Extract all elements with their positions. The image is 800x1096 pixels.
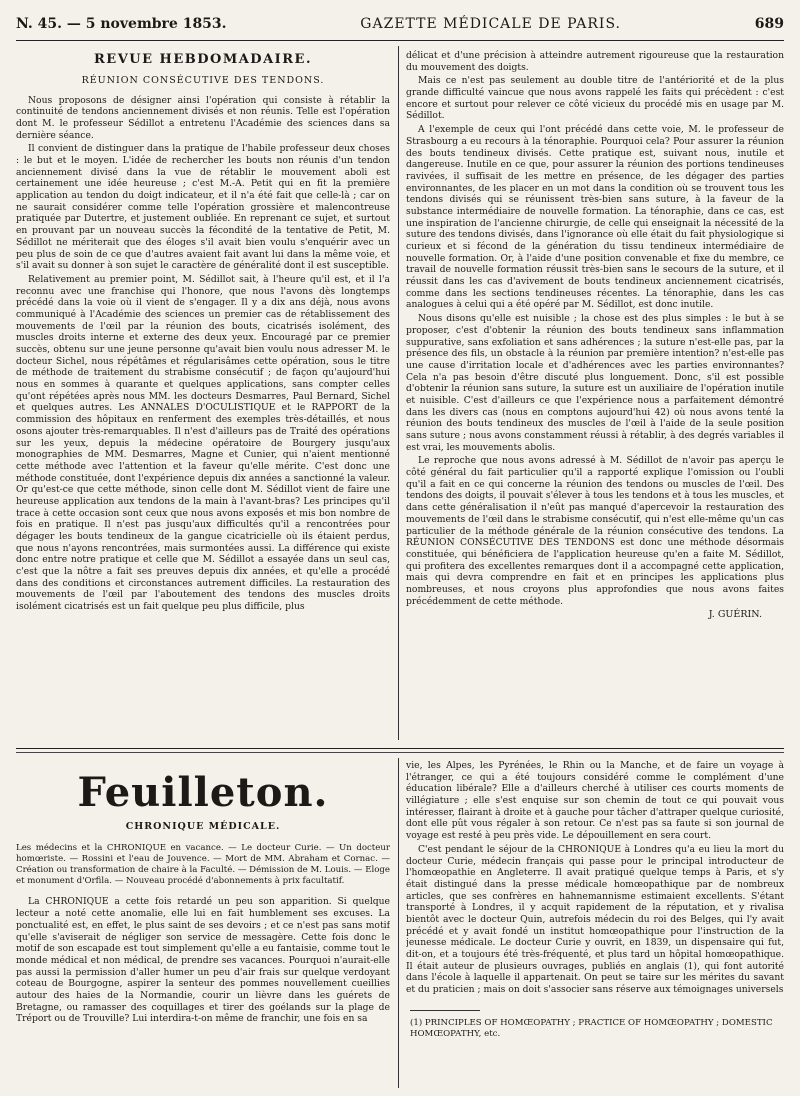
- feuilleton-right-column: [406, 760, 784, 1005]
- revue-left-column: [16, 50, 390, 740]
- journal-title: GAZETTE MÉDICALE DE PARIS.: [360, 16, 621, 33]
- revue-paragraph: Relativement au premier point, M. Sédillot sait, à l'heure qu'il est, et il l'a reconnu avec une franchise qui l'honore, que nous l'avons dès longtemps précédé dans la voie où il vient de s'engager. Il y a dix ans déjà, nous avons communiqué à l'Académie des sciences un premier cas de rétablissement des mouvements de l'œil par la réunion des bouts, cicatrisés isolément, des muscles droits interne et externe des deux yeux. Encouragé par ce premier succès, obtenu sur une jeune personne qu'avait bien voulu nous adresser M. le docteur Sichel, nous répétâmes et régularisâmes cette opération, sous le titre de méthode de traitement du strabisme consécutif ; de façon qu'aujourd'hui nous en sommes à quarante et quelques applications, sans compter celles qu'ont répétées après nous MM. les docteurs Desmarres, Paul Bernard, Sichel et quelques autres. Les ANNALES D'OCULISTIQUE et le RAPPORT de la commission des hôpitaux en renferment des exemples très-détaillés, et nous osons ajouter très-remarquables. Il n'est d'ailleurs pas de Traité des opérations sur les yeux, depuis la médecine opératoire de Bourgery jusqu'aux monographies de MM. Desmarres, Magne et Cunier, qui n'aient mentionné cette méthode avec l'attention et la faveur qu'elle mérite. C'est donc une méthode constituée, dont l'expérience depuis dix années a sanctionné la valeur. Or qu'est-ce que cette méthode, sinon celle dont M. Sédillot vient de faire une heureuse application aux tendons de la main à l'avant-bras? Les principes qu'il trace à cette occasion sont ceux que nous avons exposés et mis bon nombre de fois en pratique. Il n'est pas jusqu'aux difficultés qu'il a rencontrées pour dégager les bouts tendineux de la gangue cicatricielle où ils étaient perdus, que nous n'ayons rencontrées, mais surmontées aussi. La différence qui existe donc entre notre pratique et celle que M. Sédillot a essayée dans un seul cas, c'est que la nôtre a fait ses preuves depuis dix années, et qu'elle a procédé dans des conditions et circonstances autrement difficiles. La restauration des mouvements de l'œil par l'aboutement des tendons des muscles droits isolément cicatrisés est un fait quelque peu plus difficile, plus: [16, 273, 390, 613]
- header-rule: [16, 40, 784, 41]
- page-header: [16, 14, 784, 36]
- footnote: (1) PRINCIPLES OF HOMŒOPATHY ; PRACTICE OF HOMŒOPATHY ; DOMESTIC HOMŒOPATHY, etc.: [410, 1018, 773, 1040]
- issue-info: [16, 16, 227, 34]
- feuilleton-paragraph: C'est pendant le séjour de la CHRONIQUE à Londres qu'a eu lieu la mort du docteur Curie, médecin français qui passe pour le principal introducteur de l'homœopathie en Angleterre. Il avait pratiqué quelque temps à Paris, et s'y était distingué dans la presse médicale homœopathique par de nombreux articles, que ses confrères en hahnemannisme estimaient excellents. S'étant transporté à Londres, il y acquit rapidement de la réputation, et y rivalisa bientôt avec le docteur Quin, autrefois médecin du roi des Belges, qui l'y avait précédé et y avait fondé un institut homœopathique pour l'instruction de la jeunesse médicale. Le docteur Curie y ouvrit, en 1839, un dispensaire qui fut, dit-on, et a toujours été très-fréquenté, et plus tard un hôpital homœopathique. Il était auteur de plusieurs ouvrages, publiés en anglais (1), qui font autorité dans l'école à laquelle il appartenait. On peut se taire sur les mérites du savant et du praticien ; mais on doit s'associer sans réserve aux témoignages universels: [406, 843, 784, 996]
- revue-title: REVUE HEBDOMADAIRE.: [93, 52, 312, 67]
- feuilleton-title: Feuilleton.: [77, 769, 329, 816]
- page-number: 689: [754, 16, 784, 33]
- feuilleton-divider: [398, 758, 399, 1088]
- footnote-rule: [410, 1010, 480, 1011]
- issue-number: N. 45.: [16, 16, 63, 33]
- revue-paragraph: Il convient de distinguer dans la pratique de l'habile professeur deux choses : le but et le moyen. L'idée de rechercher les bouts non réunis d'un tendon anciennement divisé dans la vue de rétablir le mouvement aboli est certainement une idée heureuse ; c'est M.-A. Petit qui en fit la première application au tendon du doigt indicateur, et il n'a été fait que celle-là ; car on ne saurait considérer comme telle l'opération grossière et malencontreuse pratiquée par Dutertre, et justement oubliée. En reprenant ce sujet, et surtout en prouvant par un nouveau succès la fécondité de la tentative de Petit, M. Sédillot ne mériterait que des éloges s'il avait bien voulu s'enquérir avec un peu plus de soin de ce que d'autres avaient fait avant lui dans la même voie, et s'il avait su donner à son sujet le caractère de généralité dont il est susceptible.: [16, 143, 390, 272]
- revue-paragraph: Nous proposons de désigner ainsi l'opération qui consiste à rétablir la continuité de tendons anciennement divisés et non réunis. Telle est l'opération dont M. le professeur Sédillot a entretenu l'Académie des sciences dans sa dernière séance.: [16, 94, 390, 141]
- section-rule-thin: [16, 752, 784, 753]
- revue-paragraph: Mais ce n'est pas seulement au double titre de l'antériorité et de la plus grande difficulté vaincue que nous avons rappelé les faits qui précèdent : c'est encore et surtout pour relever ce côté vicieux du procédé mis en usage par M. Sédillot.: [406, 75, 784, 122]
- column-divider: [398, 46, 399, 740]
- revue-paragraph: A l'exemple de ceux qui l'ont précédé dans cette voie, M. le professeur de Strasbourg a eu recours à la ténoraphie. Pourquoi cela? Pour assurer la réunion des bouts tendineux divisés. Cette pratique est, suivant nous, inutile et dangereuse. Inutile en ce que, pour assurer la réunion des portions tendineuses ravivées, il suffisait de les mettre en présence, de les dégager des parties environnantes, de les placer en un mot dans la condition où se trouvent tous les tendons divisés qui se réunissent très-bien sans suture, à la faveur de la substance intermédiaire de nouvelle formation. La ténoraphie, dans ce cas, est une inspiration de l'ancienne chirurgie, de celle qui enseignait la nécessité de la suture des tendons divisés, dans l'ignorance où elle était du fait physiologique si curieux et si fécond de la génération du tissu tendineux intermédiaire de nouvelle formation. Or, à l'aide d'une position convenable et fixe du membre, ce travail de nouvelle formation réussit très-bien sans le secours de la suture, et il réussit dans les cas d'avivement de bouts tendineux anciennement cicatrisés, comme dans les sections tendineuses récentes. La ténoraphie, dans les cas analogues à celui qui a été opéré par M. Sédillot, est donc inutile.: [406, 124, 784, 311]
- feuilleton-paragraph: La CHRONIQUE a cette fois retardé un peu son apparition. Si quelque lecteur a noté cette anomalie, elle lui en fait humblement ses excuses. La ponctualité est, en effet, le plus saint de ses devoirs ; et ce n'est pas sans motif qu'elle s'aviserait de négliger son service de messagère. Cette fois donc le motif de son escapade est tout simplement qu'elle a eu fantaisie, comme tout le monde médical et non médical, de prendre ses vacances. Pourquoi n'aurait-elle pas aussi la permission d'aller humer un peu d'air frais sur quelque verdoyant coteau de Bourgogne, aspirer la senteur des pommes nouvellement cueillies autour des haies de la Normandie, courir un lièvre dans les guérets de Bretagne, ou ramasser des coquillages et tirer des goélands sur la plage de Tréport ou de Trouville? Lui interdira-t-on même de franchir, une fois en sa: [16, 896, 390, 1025]
- revue-right-column: [406, 50, 784, 740]
- revue-paragraph: Le reproche que nous avons adressé à M. Sédillot de n'avoir pas aperçu le côté général du fait particulier qu'il a rapporté explique l'omission ou l'oubli qu'il a fait en ce qui concerne la réunion des tendons ou muscles de l'œil. Des tendons des doigts, il pouvait s'élever à tous les tendons et à tous les muscles, et dans cette généralisation il n'eût pas manqué d'apercevoir la restauration des mouvements de l'œil dans le strabisme consécutif, qui n'est elle-même qu'un cas particulier de la méthode générale de la réunion consécutive des tendons. La RÉUNION CONSÉCUTIVE DES TENDONS est donc une méthode désormais constituée, qui bénéficiera de l'application heureuse qu'en a faite M. Sédillot, qui profitera des excellentes remarques dont il a accompagné cette application, mais qui devra comprendre en fait et en principes les applications plus nombreuses, et nous croyons plus approfondies que nous avons faites précédemment de cette méthode.: [406, 455, 784, 607]
- chronicle-summary: Les médecins et la CHRONIQUE en vacance. — Le docteur Curie. — Un docteur homœriste. — Rossini et l'eau de Jouvence. — Mort de MM. Abraham et Cornac. — Création ou transformation de chaire à la Faculté. — Démission de M. Louis. — Eloge et monument d'Orfila. — Nouveau procédé d'abonnements à prix facultatif.: [16, 842, 390, 886]
- revue-paragraph: délicat et d'une précision à atteindre autrement rigoureuse que la restauration du mouvement des doigts.: [406, 50, 784, 73]
- issue-date: — 5 novembre 1853.: [66, 16, 227, 33]
- section-rule: [16, 748, 784, 749]
- feuilleton-left-column: [16, 760, 390, 1090]
- author-signature: J. GUÉRIN.: [708, 609, 762, 621]
- revue-subtitle: RÉUNION CONSÉCUTIVE DES TENDONS.: [81, 74, 325, 86]
- feuilleton-paragraph: vie, les Alpes, les Pyrénées, le Rhin ou la Manche, et de faire un voyage à l'étranger, ce qui a été toujours considéré comme le complément d'une éducation libérale? Elle a d'ailleurs cherché à utiliser ces courts moments de villégiature ; elle s'est enquise sur son chemin de tout ce qui pouvait vous intéresser, flairant à droite et à gauche pour tâcher d'attraper quelque curiosité, dont elle pût vous régaler à son retour. Ce n'est pas sa faute si son journal de voyage est resté à peu près vide. Le dépouillement en sera court.: [406, 760, 784, 842]
- revue-paragraph: Nous disons qu'elle est nuisible ; la chose est des plus simples : le but à se proposer, c'est d'obtenir la réunion des bouts tendineux sans inflammation suppurative, sans exfoliation et sans adhérences ; la suture n'est-elle pas, par la présence des fils, un obstacle à la réunion par première intention? n'est-elle pas une cause d'irritation locale et d'adhérences avec les parties environnantes? Cela n'a pas besoin d'être discuté plus longuement. Donc, s'il est possible d'obtenir la réunion sans suture, la suture est un auxiliaire de l'opération inutile et nuisible. C'est d'ailleurs ce que l'expérience nous a parfaitement démontré dans les divers cas (nous en comptons aujourd'hui 42) où nous avons tenté la réunion des bouts tendineux des muscles de l'œil à l'aide de la seule position sans suture ; nous avons constamment réussi à rétablir, à des degrés variables il est vrai, les mouvements abolis.: [406, 313, 784, 453]
- chronicle-subtitle: CHRONIQUE MÉDICALE.: [125, 820, 281, 832]
